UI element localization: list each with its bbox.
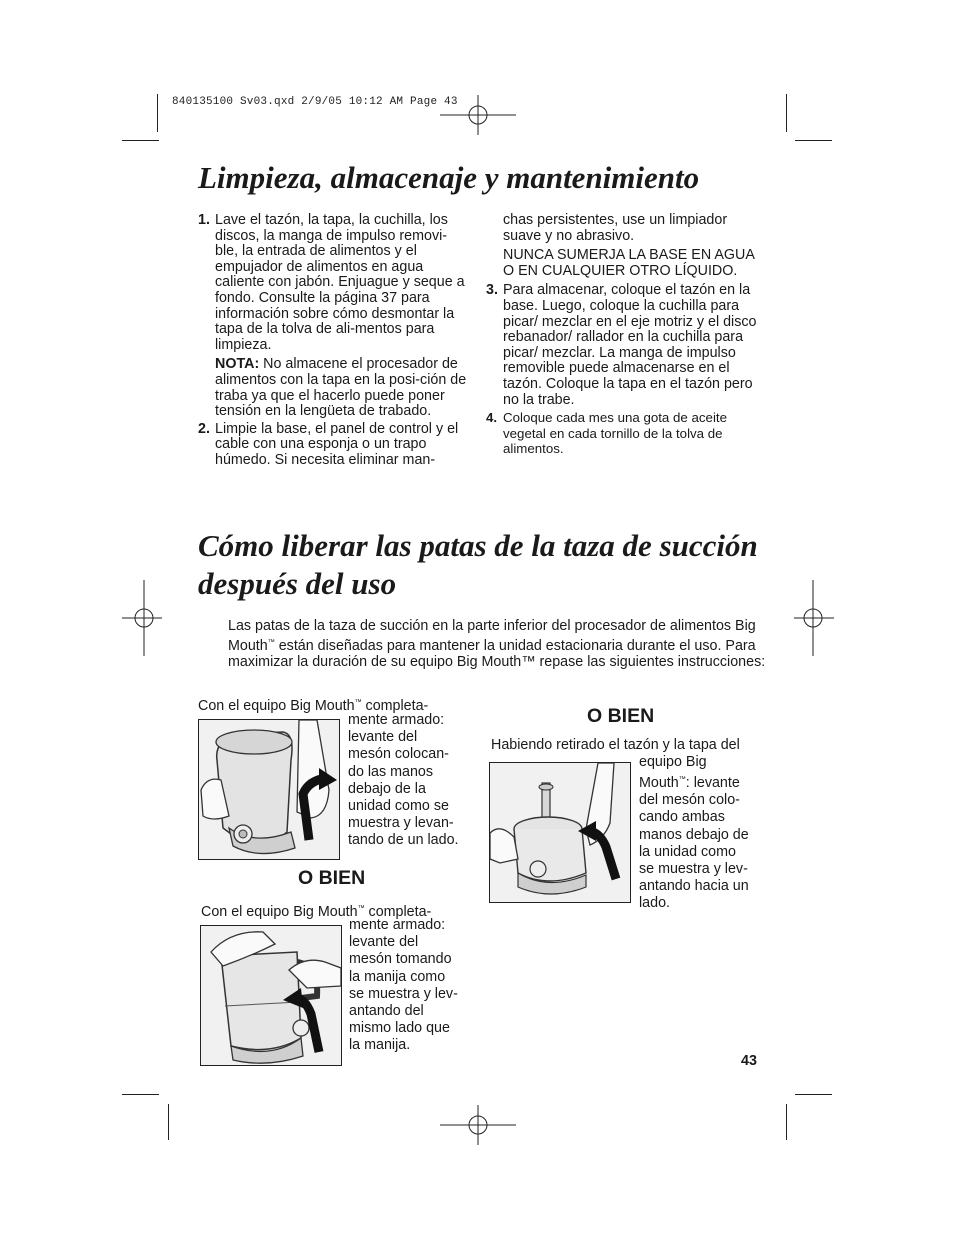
caption-line: del mesón colo- — [639, 792, 740, 809]
item-text-continued: chas persistentes, use un limpiador suave y no abrasivo. — [503, 212, 728, 244]
crop-mark — [786, 1104, 787, 1140]
caption-line: unidad como se — [348, 798, 449, 815]
caption-line: mente armado: — [349, 917, 446, 933]
caption-line: manos debajo de — [639, 826, 749, 843]
caption-line: levante del — [348, 729, 418, 746]
trademark: ™ — [678, 776, 686, 784]
caption-text: Mouth — [639, 774, 679, 791]
caption-line: la manija como — [349, 968, 446, 985]
crop-mark — [786, 94, 787, 132]
illustration-lift-side — [198, 719, 340, 860]
caption-line: mesón tomando — [349, 951, 452, 968]
caption-line: mente armado: — [348, 712, 445, 728]
or-heading: O BIEN — [298, 867, 366, 889]
caption-text: completa- — [364, 903, 432, 920]
intro-text: están diseñadas para mantener la unidad estacionaria durante el uso. Para maximizar la duración de su equipo Big Mouth™ repase las siguientes instrucciones: — [228, 637, 766, 671]
method3-caption — [639, 754, 764, 913]
caption-line — [639, 771, 764, 792]
caption-line: mismo lado que — [349, 1020, 450, 1037]
crop-mark — [168, 1104, 169, 1140]
method2-caption — [349, 917, 479, 1055]
caption-line: equipo Big — [639, 754, 707, 770]
intro-paragraph — [228, 618, 768, 671]
caption-line: mesón colocan- — [348, 746, 449, 763]
crop-mark — [795, 1094, 832, 1095]
trademark: ™ — [354, 699, 362, 706]
print-slug: 840135100 Sv03.qxd 2/9/05 10:12 AM Page 43 — [172, 96, 458, 108]
method3-lead: Habiendo retirado el tazón y la tapa del — [491, 737, 740, 753]
cleaning-column-right — [486, 213, 758, 457]
list-item — [486, 283, 758, 408]
caption-line: se muestra y lev- — [639, 860, 748, 877]
caption-text: : levante — [685, 774, 740, 791]
list-item — [198, 422, 468, 469]
cleaning-column-left — [198, 213, 468, 469]
item-number: 1. — [198, 212, 210, 228]
warning-text: NUNCA SUMERJA LA BASE EN AGUA O EN CUALQUIER OTRO LÍQUIDO. — [503, 247, 755, 279]
note-text: No almacene el procesador de alimentos con la tapa en la posi-ción de traba ya que el hacerlo puede poner tensión en la lengüeta de trabado. — [215, 356, 467, 420]
page-number: 43 — [741, 1053, 757, 1069]
caption-line: lado. — [639, 895, 671, 912]
caption-line: antando del — [349, 1003, 424, 1020]
crop-mark — [122, 1094, 159, 1095]
item-text: Limpie la base, el panel de control y el cable con una esponja o un trapo húmedo. Si necesita eliminar man- — [215, 420, 459, 468]
registration-mark-left — [122, 580, 162, 656]
list-item — [198, 213, 468, 420]
caption-line: tando de un lado. — [348, 832, 459, 849]
caption-line: cando ambas — [639, 809, 725, 826]
note-label: NOTA: — [215, 356, 260, 373]
trademark: ™ — [357, 905, 365, 912]
intro-text: Las patas de la taza de succión en la parte inferior del procesador de alimentos Big Mouth — [228, 618, 756, 654]
caption-text: completa- — [361, 697, 429, 714]
section-title-suction-feet: Cómo liberar las patas de la taza de succión después del uso — [198, 528, 758, 601]
item-number: 3. — [486, 282, 498, 299]
caption-line: se muestra y lev- — [349, 985, 458, 1002]
crop-mark — [122, 140, 159, 141]
caption-line: la unidad como — [639, 843, 736, 860]
trademark: ™ — [267, 638, 275, 646]
list-item — [486, 410, 758, 457]
or-heading: O BIEN — [587, 705, 655, 727]
section-title-cleaning: Limpieza, almacenaje y mantenimiento — [198, 160, 700, 195]
illustration-lift-handle — [200, 925, 342, 1066]
note-paragraph — [215, 357, 468, 419]
crop-mark — [795, 140, 832, 141]
item-text: Coloque cada mes una gota de aceite vegetal en cada tornillo de la tolva de alimentos. — [503, 410, 727, 457]
crop-mark — [157, 94, 158, 132]
illustration-lift-base — [489, 762, 631, 903]
item-number: 4. — [486, 410, 498, 426]
caption-text: Con el equipo Big Mouth — [198, 697, 355, 714]
item-text: Lave el tazón, la tapa, la cuchilla, los discos, la manga de impulso removi-ble, la entrada de alimentos y el empujador de alimentos en agua caliente con jabón. Enjuague y seque a fondo. Consulte la página 37 para información sobre cómo desmontar la tapa de la tolva de ali-mentos para limpieza. — [215, 212, 465, 353]
registration-mark-bottom — [440, 1105, 516, 1145]
caption-line: antando hacia un — [639, 878, 749, 895]
caption-text: Con el equipo Big Mouth — [201, 903, 358, 920]
caption-line: la manija. — [349, 1037, 411, 1054]
method1-caption — [348, 712, 478, 850]
caption-line: muestra y levan- — [348, 815, 454, 832]
item-text: Para almacenar, coloque el tazón en la base. Luego, coloque la cuchilla para picar/ mezclar en el eje motriz y el disco rebanador/ rallador en la cuchilla para picar/ mezclar. La manga de impulso removible puede almacenarse en el tazón. Coloque la tapa en el tazón pero no la trabe. — [503, 282, 757, 408]
caption-line: debajo de la — [348, 780, 426, 797]
caption-line: levante del — [349, 934, 419, 951]
caption-line: do las manos — [348, 763, 434, 780]
item-number: 2. — [198, 420, 210, 437]
